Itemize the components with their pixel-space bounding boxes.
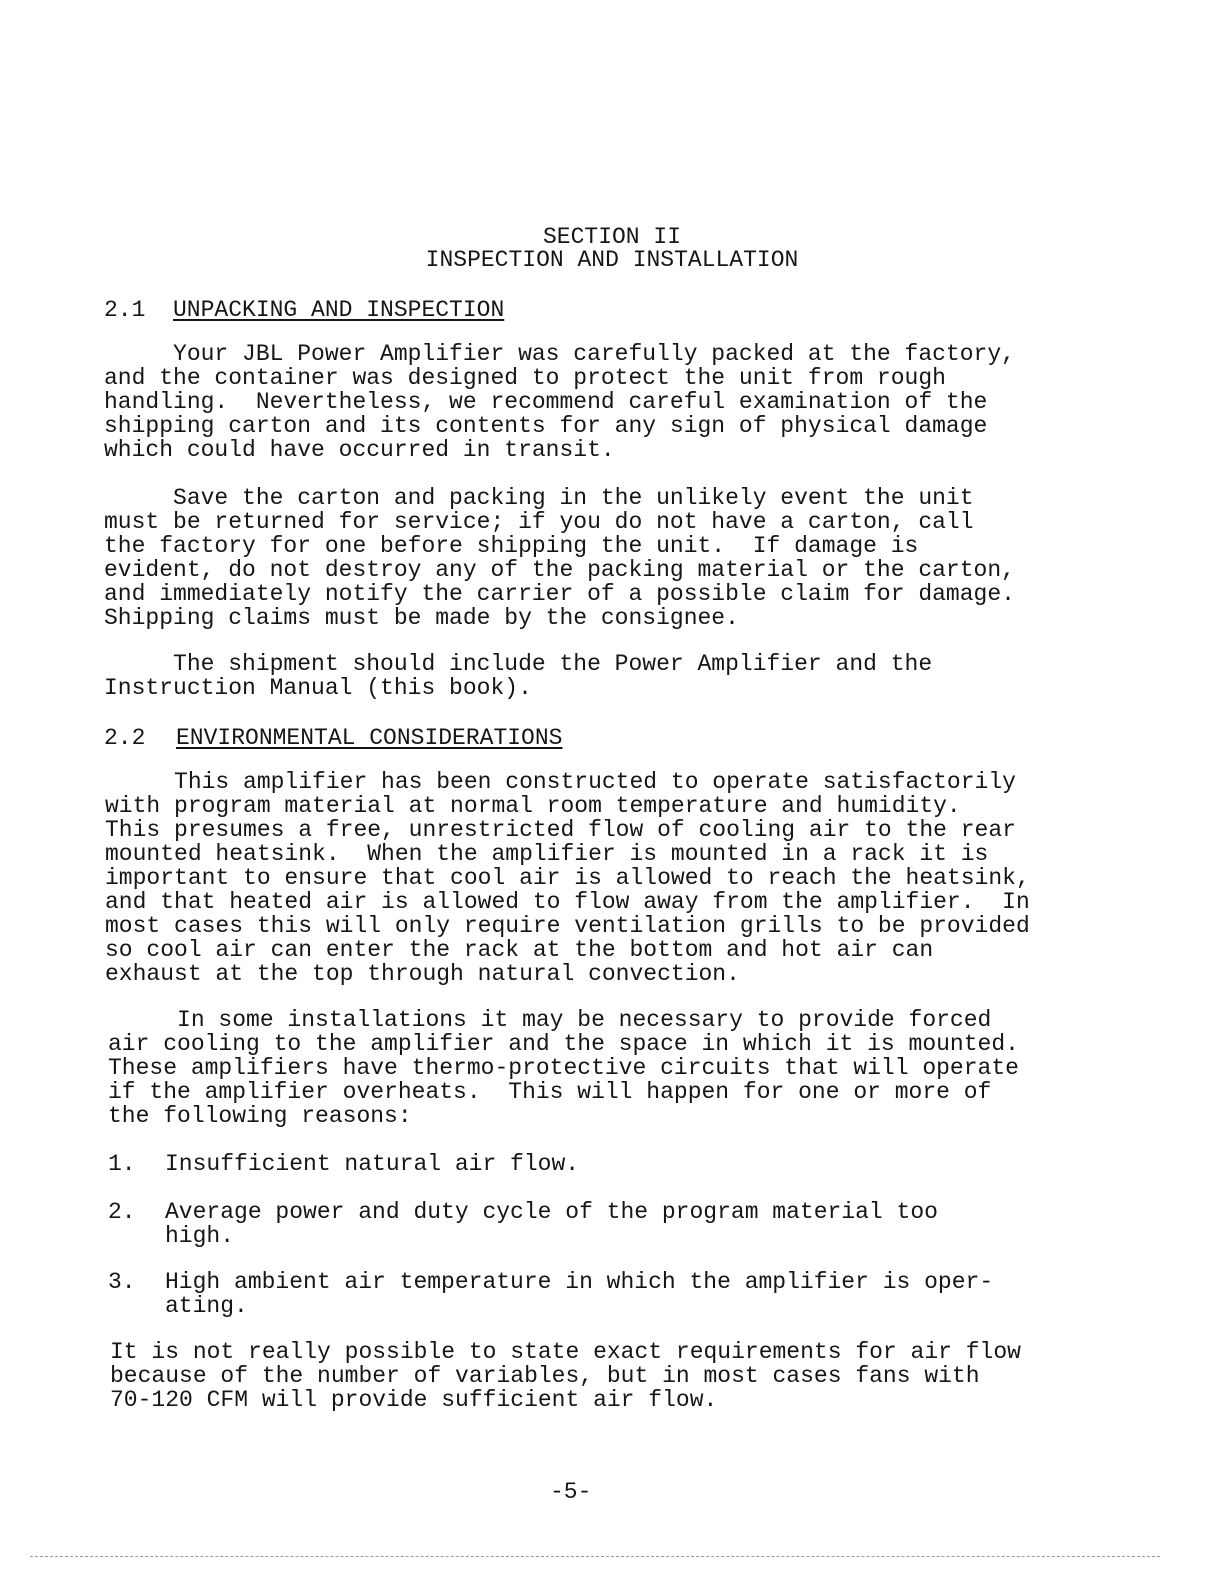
s22-p2-l5: the following reasons: <box>108 1103 412 1129</box>
s21-p3-l1: The shipment should include the Power Amplifier and the <box>104 651 933 677</box>
section-2-2-heading: ENVIRONMENTAL CONSIDERATIONS <box>176 725 563 751</box>
scan-edge-rule <box>30 1556 1160 1558</box>
list-item-3-text-l1: High ambient air temperature in which the amplifier is oper- <box>165 1269 994 1295</box>
s21-p2-l6: Shipping claims must be made by the consignee. <box>104 605 739 631</box>
s22-p1-l4: mounted heatsink. When the amplifier is mounted in a rack it is <box>105 841 989 867</box>
s21-p2-l3: the factory for one before shipping the unit. If damage is <box>104 533 919 559</box>
s22-p1-l2: with program material at normal room temperature and humidity. <box>105 793 961 819</box>
section-subtitle: INSPECTION AND INSTALLATION <box>425 247 799 273</box>
s22-p1-l3: This presumes a free, unrestricted flow of cooling air to the rear <box>105 817 1016 843</box>
s21-p2-l4: evident, do not destroy any of the packing material or the carton, <box>104 557 1015 583</box>
s22-p3-l1: It is not really possible to state exact requirements for air flow <box>110 1339 1021 1365</box>
s21-p1-l5: which could have occurred in transit. <box>104 437 615 463</box>
s22-p1-l6: and that heated air is allowed to flow away from the amplifier. In <box>105 889 1030 915</box>
s21-p2-l5: and immediately notify the carrier of a possible claim for damage. <box>104 581 1015 607</box>
section-title: SECTION II <box>542 224 682 250</box>
s21-p1-l2: and the container was designed to protect the unit from rough <box>104 365 946 391</box>
page-number: -5- <box>550 1479 592 1505</box>
s22-p3-l2: because of the number of variables, but in most cases fans with <box>110 1363 980 1389</box>
s22-p1-l5: important to ensure that cool air is allowed to reach the heatsink, <box>105 865 1030 891</box>
s21-p1-l4: shipping carton and its contents for any sign of physical damage <box>104 413 988 439</box>
s21-p2-l1: Save the carton and packing in the unlikely event the unit <box>104 485 974 511</box>
s22-p3-l3: 70-120 CFM will provide sufficient air flow. <box>110 1387 718 1413</box>
list-item-2-text-l1: Average power and duty cycle of the program material too <box>165 1199 938 1225</box>
list-item-1-text: Insufficient natural air flow. <box>165 1151 580 1177</box>
s22-p1-l7: most cases this will only require ventilation grills to be provided <box>105 913 1030 939</box>
section-2-1-number: 2.1 <box>104 297 146 323</box>
s22-p1-l9: exhaust at the top through natural convection. <box>105 961 740 987</box>
s22-p2-l4: if the amplifier overheats. This will happen for one or more of <box>108 1079 992 1105</box>
section-2-2-number: 2.2 <box>104 725 146 751</box>
s21-p3-l2: Instruction Manual (this book). <box>104 675 532 701</box>
s22-p1-l8: so cool air can enter the rack at the bottom and hot air can <box>105 937 934 963</box>
s21-p1-l3: handling. Nevertheless, we recommend careful examination of the <box>104 389 988 415</box>
s22-p2-l1: In some installations it may be necessary to provide forced <box>108 1007 992 1033</box>
list-item-2-text-l2: high. <box>165 1223 235 1249</box>
s22-p2-l2: air cooling to the amplifier and the space in which it is mounted. <box>108 1031 1019 1057</box>
list-item-1-number: 1. <box>108 1151 136 1177</box>
s22-p2-l3: These amplifiers have thermo-protective circuits that will operate <box>108 1055 1019 1081</box>
s22-p1-l1: This amplifier has been constructed to operate satisfactorily <box>105 769 1016 795</box>
s21-p1-l1: Your JBL Power Amplifier was carefully packed at the factory, <box>104 341 1015 367</box>
list-item-3-number: 3. <box>108 1269 136 1295</box>
s21-p2-l2: must be returned for service; if you do not have a carton, call <box>104 509 974 535</box>
list-item-2-number: 2. <box>108 1199 136 1225</box>
list-item-3-text-l2: ating. <box>165 1293 248 1319</box>
section-2-1-heading: UNPACKING AND INSPECTION <box>173 297 505 323</box>
